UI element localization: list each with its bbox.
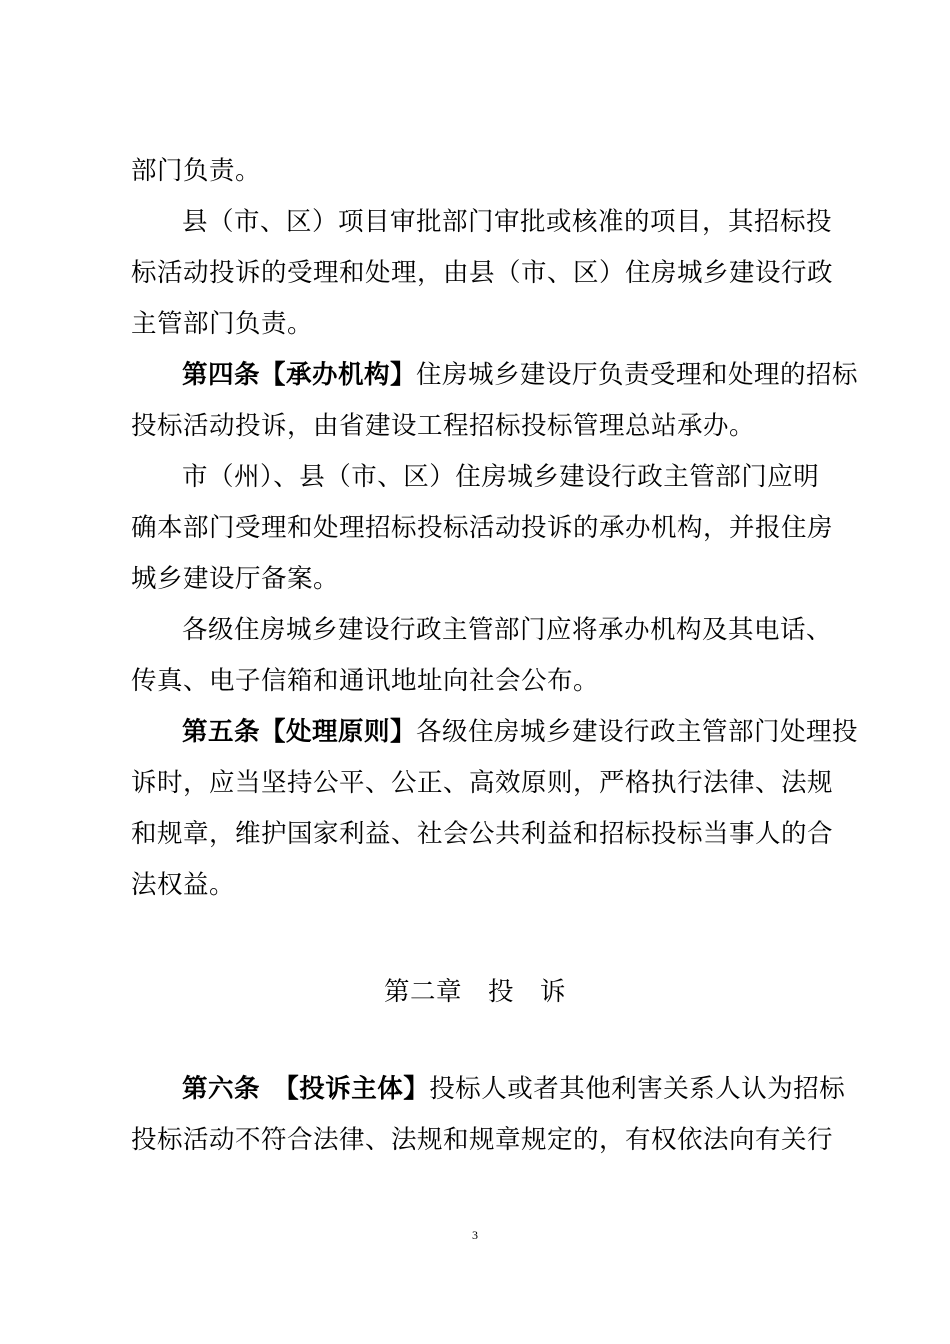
article-5-title: 第五条【处理原则】 bbox=[182, 717, 417, 747]
paragraph-text: 主管部门负责。 bbox=[131, 309, 314, 339]
paragraph-text: 确本部门受理和处理招标投标活动投诉的承办机构，并报住房 bbox=[131, 513, 834, 543]
article-4-title: 第四条【承办机构】 bbox=[182, 360, 417, 390]
paragraph-text: 各级住房城乡建设行政主管部门处理投 bbox=[416, 717, 859, 747]
paragraph-line bbox=[0, 758, 950, 808]
paragraph-line bbox=[0, 248, 950, 298]
paragraph-line bbox=[0, 554, 950, 604]
paragraph-text: 县（市、区）项目审批部门审批或核准的项目，其招标投 bbox=[182, 207, 833, 237]
paragraph-line bbox=[0, 860, 950, 910]
chapter-heading-text: 第二章 投 诉 bbox=[383, 977, 566, 1007]
paragraph-line bbox=[0, 1115, 950, 1165]
paragraph-text: 投标活动不符合法律、法规和规章规定的，有权依法向有关行 bbox=[131, 1125, 834, 1155]
paragraph-line bbox=[0, 197, 950, 247]
page-number: 3 bbox=[472, 1228, 478, 1242]
paragraph-line bbox=[0, 146, 950, 196]
paragraph-line bbox=[0, 503, 950, 553]
paragraph-text: 住房城乡建设厅负责受理和处理的招标 bbox=[416, 360, 859, 390]
article-4-first-line bbox=[0, 350, 950, 400]
paragraph-line bbox=[0, 401, 950, 451]
paragraph-text: 投标活动投诉，由省建设工程招标投标管理总站承办。 bbox=[131, 411, 756, 441]
paragraph-text: 投标人或者其他利害关系人认为招标 bbox=[429, 1074, 846, 1104]
article-6-first-line bbox=[0, 1064, 950, 1114]
paragraph-text: 传真、电子信箱和通讯地址向社会公布。 bbox=[131, 666, 600, 696]
chapter-heading bbox=[0, 967, 950, 1017]
paragraph-text: 市（州）、县（市、区）住房城乡建设行政主管部门应明 bbox=[182, 462, 820, 492]
paragraph-line bbox=[0, 299, 950, 349]
paragraph-line bbox=[0, 809, 950, 859]
article-5-first-line bbox=[0, 707, 950, 757]
paragraph-text: 和规章，维护国家利益、社会公共利益和招标投标当事人的合 bbox=[131, 819, 834, 849]
paragraph-text: 标活动投诉的受理和处理，由县（市、区）住房城乡建设行政 bbox=[131, 258, 834, 288]
paragraph-text: 各级住房城乡建设行政主管部门应将承办机构及其电话、 bbox=[182, 615, 833, 645]
paragraph-text: 部门负责。 bbox=[131, 156, 262, 186]
paragraph-text: 城乡建设厅备案。 bbox=[131, 564, 340, 594]
paragraph-line bbox=[0, 656, 950, 706]
article-6-title: 第六条 【投诉主体】 bbox=[182, 1074, 430, 1104]
paragraph-line bbox=[0, 452, 950, 502]
paragraph-text: 法权益。 bbox=[131, 870, 236, 900]
paragraph-text: 诉时，应当坚持公平、公正、高效原则，严格执行法律、法规 bbox=[131, 768, 834, 798]
paragraph-line bbox=[0, 605, 950, 655]
